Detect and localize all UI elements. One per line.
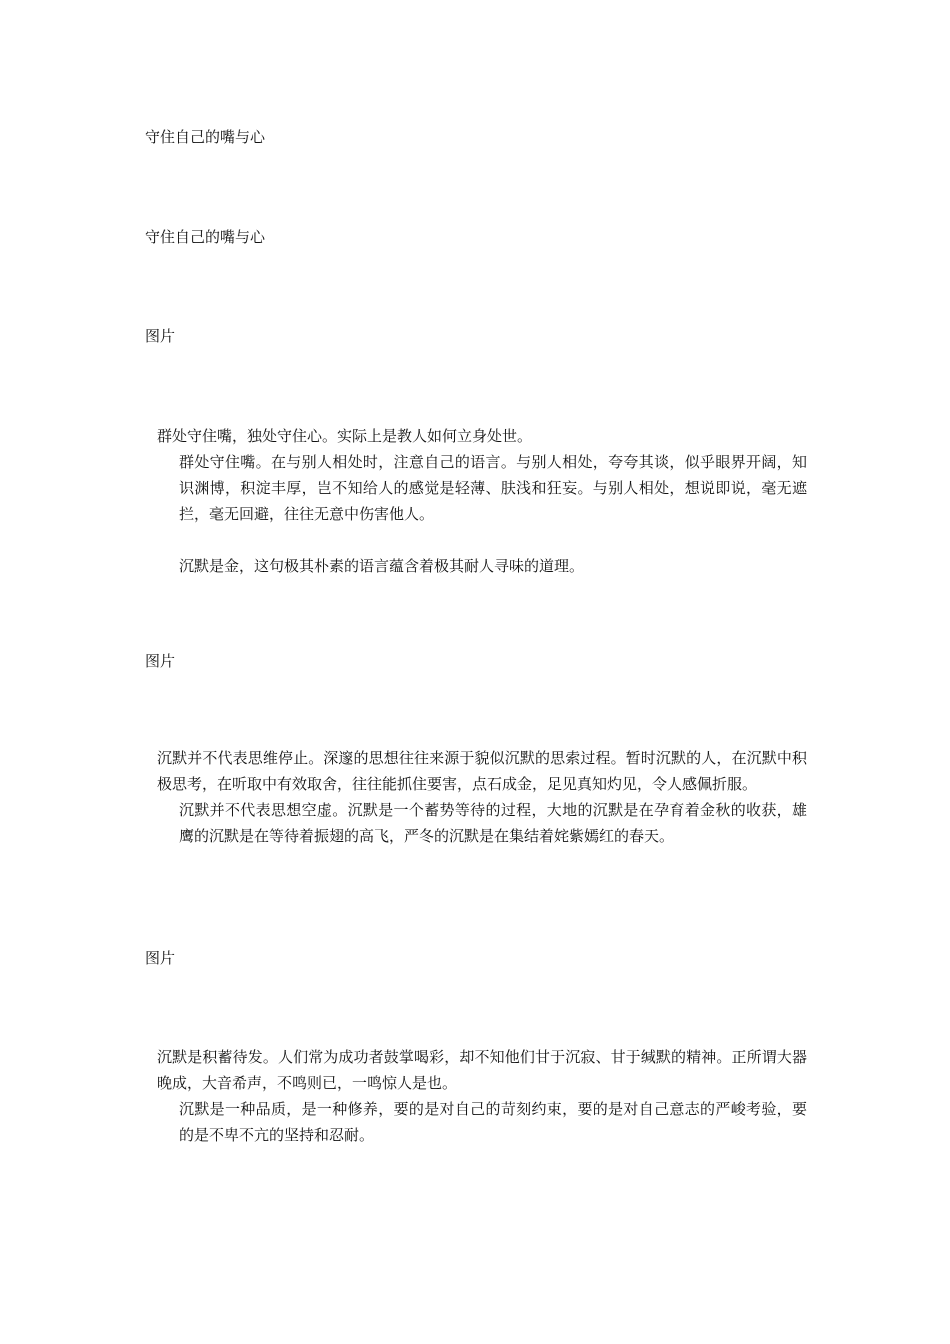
document-subtitle: 守住自己的嘴与心: [145, 228, 266, 246]
section-1: [145, 423, 807, 579]
paragraph: 沉默并不代表思想空虚。沉默是一个蓄势等待的过程，大地的沉默是在孕育着金秋的收获，雄鹰的沉默是在等待着振翅的高飞，严冬的沉默是在集结着姹紫嫣红的春天。: [179, 801, 807, 845]
image-placeholder-label: 图片: [145, 327, 176, 345]
section-3: [145, 1044, 807, 1148]
paragraph: 群处守住嘴，独处守住心。实际上是教人如何立身处世。: [157, 427, 533, 445]
paragraph: 沉默并不代表思维停止。深邃的思想往往来源于貌似沉默的思索过程。暂时沉默的人，在沉默中积极思考，在听取中有效取舍，往往能抓住要害，点石成金，足见真知灼见，令人感佩折服。: [157, 749, 807, 793]
image-placeholder-label: 图片: [145, 949, 176, 967]
section-2: [145, 745, 807, 849]
paragraph: 沉默是一种品质，是一种修养，要的是对自己的苛刻约束，要的是对自己意志的严峻考验，要的是不卑不亢的坚持和忍耐。: [179, 1100, 807, 1144]
paragraph: 沉默是积蓄待发。人们常为成功者鼓掌喝彩，却不知他们甘于沉寂、甘于缄默的精神。正所谓大器晚成，大音希声，不鸣则已，一鸣惊人是也。: [157, 1048, 807, 1092]
paragraph-gap: [145, 527, 807, 553]
image-placeholder-label: 图片: [145, 652, 176, 670]
document-title: 守住自己的嘴与心: [145, 128, 266, 146]
paragraph: 群处守住嘴。在与别人相处时，注意自己的语言。与别人相处，夸夸其谈，似乎眼界开阔，知识渊博，积淀丰厚，岂不知给人的感觉是轻薄、肤浅和狂妄。与别人相处，想说即说，毫无遮拦，毫无回避，往往无意中伤害他人。: [179, 453, 807, 523]
paragraph: 沉默是金，这句极其朴素的语言蕴含着极其耐人寻味的道理。: [179, 557, 585, 575]
